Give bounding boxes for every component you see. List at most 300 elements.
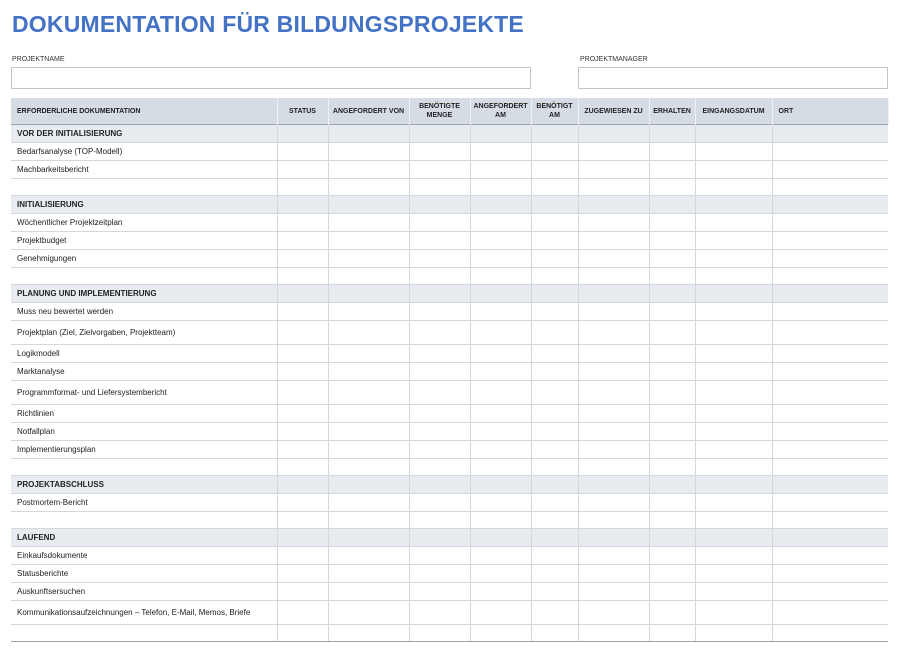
table-cell[interactable]: [772, 232, 888, 250]
table-cell[interactable]: [578, 583, 649, 601]
table-cell[interactable]: [772, 423, 888, 441]
table-cell[interactable]: [695, 268, 772, 285]
section-cell: [328, 476, 409, 494]
section-cell: [531, 285, 578, 303]
table-cell[interactable]: [649, 441, 695, 459]
table-cell[interactable]: [531, 601, 578, 625]
column-header: ANGEFORDERT VON: [328, 98, 409, 125]
table-cell[interactable]: [328, 345, 409, 363]
table-row: [11, 161, 888, 179]
table-cell[interactable]: [470, 161, 531, 179]
table-cell[interactable]: [328, 423, 409, 441]
documentation-table: [11, 98, 889, 642]
section-heading: LAUFEND: [11, 529, 277, 547]
table-cell[interactable]: [772, 565, 888, 583]
table-cell[interactable]: [409, 345, 470, 363]
table-cell[interactable]: [578, 214, 649, 232]
section-cell: [328, 125, 409, 143]
table-cell[interactable]: [470, 459, 531, 476]
column-header: ORT: [772, 98, 888, 125]
table-cell[interactable]: [531, 547, 578, 565]
table-cell[interactable]: [470, 547, 531, 565]
section-cell: [695, 476, 772, 494]
table-cell[interactable]: [277, 459, 328, 476]
section-cell: [649, 529, 695, 547]
document-name-cell[interactable]: Postmortem-Bericht: [11, 494, 277, 512]
table-cell[interactable]: [772, 547, 888, 565]
document-name-cell[interactable]: Genehmigungen: [11, 250, 277, 268]
table-cell[interactable]: [409, 143, 470, 161]
table-cell[interactable]: [649, 547, 695, 565]
table-cell[interactable]: [531, 345, 578, 363]
table-cell[interactable]: [470, 232, 531, 250]
table-cell[interactable]: [578, 143, 649, 161]
table-cell[interactable]: [409, 381, 470, 405]
table-cell[interactable]: [531, 250, 578, 268]
table-cell[interactable]: [578, 405, 649, 423]
table-cell[interactable]: [277, 625, 328, 642]
table-cell[interactable]: [277, 303, 328, 321]
table-cell[interactable]: [649, 459, 695, 476]
table-cell[interactable]: [328, 250, 409, 268]
section-cell: [409, 125, 470, 143]
table-cell[interactable]: [277, 583, 328, 601]
table-cell[interactable]: [649, 321, 695, 345]
table-cell[interactable]: [470, 303, 531, 321]
table-cell[interactable]: [328, 583, 409, 601]
section-cell: [578, 476, 649, 494]
table-cell[interactable]: [649, 345, 695, 363]
table-cell[interactable]: [772, 345, 888, 363]
table-cell[interactable]: [277, 214, 328, 232]
table-cell[interactable]: [470, 345, 531, 363]
table-cell[interactable]: [695, 423, 772, 441]
document-name-cell[interactable]: Einkaufsdokumente: [11, 547, 277, 565]
table-cell[interactable]: [531, 512, 578, 529]
document-name-cell[interactable]: Notfallplan: [11, 423, 277, 441]
table-cell[interactable]: [578, 232, 649, 250]
table-cell[interactable]: [328, 512, 409, 529]
table-cell[interactable]: [695, 601, 772, 625]
table-cell[interactable]: [649, 214, 695, 232]
section-cell: [409, 285, 470, 303]
section-header-row: [11, 529, 888, 547]
document-name-cell[interactable]: Muss neu bewertet werden: [11, 303, 277, 321]
document-name-cell[interactable]: Programmformat- und Liefersystembericht: [11, 381, 277, 405]
table-row: [11, 423, 888, 441]
table-cell[interactable]: [772, 179, 888, 196]
table-cell[interactable]: [695, 303, 772, 321]
section-cell: [328, 285, 409, 303]
table-cell[interactable]: [772, 405, 888, 423]
table-cell[interactable]: [772, 625, 888, 642]
table-cell[interactable]: [578, 179, 649, 196]
document-name-cell[interactable]: Statusberichte: [11, 565, 277, 583]
table-cell[interactable]: [277, 423, 328, 441]
table-cell[interactable]: [409, 321, 470, 345]
table-cell[interactable]: [578, 601, 649, 625]
table-cell[interactable]: [578, 494, 649, 512]
project-manager-field[interactable]: [578, 67, 888, 89]
table-cell[interactable]: [695, 321, 772, 345]
table-cell[interactable]: [277, 250, 328, 268]
table-cell[interactable]: [409, 583, 470, 601]
table-cell[interactable]: [328, 363, 409, 381]
table-cell[interactable]: [328, 179, 409, 196]
table-cell[interactable]: [772, 441, 888, 459]
table-cell[interactable]: [531, 459, 578, 476]
section-cell: [772, 285, 888, 303]
document-name-cell[interactable]: Projektplan (Ziel, Zielvorgaben, Projektteam): [11, 321, 277, 345]
project-name-label: PROJEKTNAME: [12, 56, 65, 63]
table-cell[interactable]: [328, 625, 409, 642]
table-cell[interactable]: [531, 381, 578, 405]
table-cell[interactable]: [772, 494, 888, 512]
table-cell[interactable]: [531, 405, 578, 423]
table-row: [11, 214, 888, 232]
table-cell[interactable]: [277, 161, 328, 179]
section-cell: [409, 476, 470, 494]
section-cell: [772, 125, 888, 143]
table-cell[interactable]: [470, 601, 531, 625]
table-row: [11, 565, 888, 583]
table-cell[interactable]: [328, 441, 409, 459]
section-cell: [470, 125, 531, 143]
table-cell[interactable]: [695, 345, 772, 363]
table-cell[interactable]: [649, 565, 695, 583]
section-cell: [772, 529, 888, 547]
table-cell[interactable]: [695, 625, 772, 642]
table-cell[interactable]: [695, 565, 772, 583]
table-cell[interactable]: [328, 268, 409, 285]
table-cell[interactable]: [277, 179, 328, 196]
table-row: [11, 268, 888, 285]
table-cell[interactable]: [772, 321, 888, 345]
table-cell[interactable]: [531, 363, 578, 381]
table-cell[interactable]: [470, 363, 531, 381]
table-cell[interactable]: [277, 232, 328, 250]
table-cell[interactable]: [531, 565, 578, 583]
table-row: [11, 601, 888, 625]
table-cell[interactable]: [328, 547, 409, 565]
table-cell[interactable]: [578, 268, 649, 285]
section-cell: [578, 196, 649, 214]
table-cell[interactable]: [649, 381, 695, 405]
table-cell[interactable]: [531, 583, 578, 601]
table-cell[interactable]: [409, 268, 470, 285]
table-cell[interactable]: [695, 547, 772, 565]
table-cell[interactable]: [328, 232, 409, 250]
table-cell[interactable]: [649, 161, 695, 179]
table-cell[interactable]: [772, 459, 888, 476]
table-cell[interactable]: [695, 214, 772, 232]
table-cell[interactable]: [578, 161, 649, 179]
table-cell[interactable]: [470, 494, 531, 512]
table-cell[interactable]: [531, 303, 578, 321]
section-cell: [578, 529, 649, 547]
table-header-row: [11, 98, 888, 125]
table-cell[interactable]: [409, 441, 470, 459]
table-cell[interactable]: [695, 161, 772, 179]
table-cell[interactable]: [409, 363, 470, 381]
table-cell[interactable]: [409, 161, 470, 179]
table-cell[interactable]: [695, 179, 772, 196]
table-cell[interactable]: [772, 214, 888, 232]
section-cell: [328, 529, 409, 547]
section-heading: PROJEKTABSCHLUSS: [11, 476, 277, 494]
table-cell[interactable]: [409, 423, 470, 441]
table-cell[interactable]: [772, 363, 888, 381]
section-cell: [277, 285, 328, 303]
table-cell[interactable]: [328, 214, 409, 232]
table-cell[interactable]: [578, 250, 649, 268]
section-cell: [470, 476, 531, 494]
table-cell[interactable]: [470, 423, 531, 441]
table-cell[interactable]: [328, 381, 409, 405]
section-cell: [470, 196, 531, 214]
table-cell[interactable]: [531, 214, 578, 232]
table-cell[interactable]: [470, 441, 531, 459]
table-cell[interactable]: [531, 321, 578, 345]
table-cell[interactable]: [531, 232, 578, 250]
table-cell[interactable]: [531, 441, 578, 459]
table-cell[interactable]: [531, 423, 578, 441]
table-cell[interactable]: [531, 179, 578, 196]
table-cell[interactable]: [772, 268, 888, 285]
table-cell[interactable]: [531, 143, 578, 161]
column-header: ERFORDERLICHE DOKUMENTATION: [11, 98, 277, 125]
project-manager-label: PROJEKTMANAGER: [580, 56, 648, 63]
section-cell: [531, 196, 578, 214]
table-cell[interactable]: [328, 143, 409, 161]
document-name-cell[interactable]: [11, 268, 277, 285]
table-cell[interactable]: [409, 512, 470, 529]
section-heading: INITIALISIERUNG: [11, 196, 277, 214]
table-cell[interactable]: [649, 423, 695, 441]
table-cell[interactable]: [409, 405, 470, 423]
table-cell[interactable]: [409, 625, 470, 642]
table-cell[interactable]: [695, 512, 772, 529]
table-cell[interactable]: [772, 161, 888, 179]
table-cell[interactable]: [649, 143, 695, 161]
section-cell: [695, 125, 772, 143]
table-cell[interactable]: [649, 601, 695, 625]
table-cell[interactable]: [695, 381, 772, 405]
table-cell[interactable]: [649, 268, 695, 285]
table-cell[interactable]: [277, 363, 328, 381]
table-cell[interactable]: [578, 321, 649, 345]
document-name-cell[interactable]: Marktanalyse: [11, 363, 277, 381]
table-cell[interactable]: [277, 405, 328, 423]
table-cell[interactable]: [277, 547, 328, 565]
section-cell: [578, 125, 649, 143]
table-cell[interactable]: [695, 232, 772, 250]
table-cell[interactable]: [578, 363, 649, 381]
table-cell[interactable]: [470, 143, 531, 161]
table-cell[interactable]: [328, 321, 409, 345]
table-cell[interactable]: [470, 268, 531, 285]
table-cell[interactable]: [578, 565, 649, 583]
table-cell[interactable]: [328, 405, 409, 423]
table-cell[interactable]: [531, 494, 578, 512]
document-name-cell[interactable]: [11, 179, 277, 196]
table-row: [11, 459, 888, 476]
section-cell: [277, 125, 328, 143]
table-cell[interactable]: [409, 303, 470, 321]
document-name-cell[interactable]: Wöchentlicher Projektzeitplan: [11, 214, 277, 232]
section-cell: [531, 476, 578, 494]
table-cell[interactable]: [277, 565, 328, 583]
table-cell[interactable]: [649, 494, 695, 512]
section-cell: [531, 529, 578, 547]
section-header-row: [11, 125, 888, 143]
table-cell[interactable]: [772, 250, 888, 268]
table-cell[interactable]: [470, 321, 531, 345]
table-row: [11, 494, 888, 512]
section-cell: [531, 125, 578, 143]
table-cell[interactable]: [277, 441, 328, 459]
table-cell[interactable]: [531, 161, 578, 179]
table-cell[interactable]: [649, 583, 695, 601]
table-cell[interactable]: [277, 268, 328, 285]
section-cell: [409, 196, 470, 214]
column-header: STATUS: [277, 98, 328, 125]
section-cell: [772, 476, 888, 494]
table-cell[interactable]: [409, 232, 470, 250]
section-cell: [695, 285, 772, 303]
table-cell[interactable]: [277, 494, 328, 512]
table-cell[interactable]: [470, 512, 531, 529]
table-cell[interactable]: [531, 268, 578, 285]
document-name-cell[interactable]: Logikmodell: [11, 345, 277, 363]
table-cell[interactable]: [328, 494, 409, 512]
table-cell[interactable]: [470, 381, 531, 405]
table-cell[interactable]: [649, 405, 695, 423]
table-cell[interactable]: [470, 405, 531, 423]
table-cell[interactable]: [409, 214, 470, 232]
table-row: [11, 405, 888, 423]
table-cell[interactable]: [470, 583, 531, 601]
table-cell[interactable]: [649, 250, 695, 268]
table-cell[interactable]: [695, 405, 772, 423]
table-cell[interactable]: [328, 459, 409, 476]
document-name-cell[interactable]: Kommunikationsaufzeichnungen – Telefon, E-Mail, Memos, Briefe: [11, 601, 277, 625]
document-name-cell[interactable]: Richtlinien: [11, 405, 277, 423]
section-heading: VOR DER INITIALISIERUNG: [11, 125, 277, 143]
section-cell: [649, 125, 695, 143]
table-cell[interactable]: [470, 250, 531, 268]
table-cell[interactable]: [578, 441, 649, 459]
table-cell[interactable]: [649, 363, 695, 381]
table-cell[interactable]: [277, 321, 328, 345]
table-cell[interactable]: [409, 179, 470, 196]
table-cell[interactable]: [277, 143, 328, 161]
project-name-field[interactable]: [11, 67, 531, 89]
document-name-cell[interactable]: [11, 459, 277, 476]
table-cell[interactable]: [649, 303, 695, 321]
table-cell[interactable]: [409, 547, 470, 565]
section-cell: [328, 196, 409, 214]
table-cell[interactable]: [695, 250, 772, 268]
table-cell[interactable]: [409, 601, 470, 625]
section-cell: [772, 196, 888, 214]
table-cell[interactable]: [772, 512, 888, 529]
table-cell[interactable]: [277, 601, 328, 625]
document-name-cell[interactable]: Bedarfsanalyse (TOP-Modell): [11, 143, 277, 161]
table-cell[interactable]: [277, 512, 328, 529]
table-cell[interactable]: [649, 179, 695, 196]
table-cell[interactable]: [578, 459, 649, 476]
document-name-cell[interactable]: Projektbudget: [11, 232, 277, 250]
document-name-cell[interactable]: [11, 512, 277, 529]
table-cell[interactable]: [409, 494, 470, 512]
table-cell[interactable]: [578, 345, 649, 363]
table-cell[interactable]: [695, 459, 772, 476]
table-cell[interactable]: [578, 423, 649, 441]
table-cell[interactable]: [470, 179, 531, 196]
table-cell[interactable]: [772, 583, 888, 601]
table-cell[interactable]: [578, 547, 649, 565]
table-cell[interactable]: [328, 601, 409, 625]
section-cell: [277, 529, 328, 547]
table-cell[interactable]: [531, 625, 578, 642]
table-cell[interactable]: [409, 459, 470, 476]
table-cell[interactable]: [772, 381, 888, 405]
table-cell[interactable]: [470, 214, 531, 232]
table-row: [11, 143, 888, 161]
table-body: [11, 125, 888, 642]
table-cell[interactable]: [695, 441, 772, 459]
table-cell[interactable]: [578, 303, 649, 321]
document-name-cell[interactable]: Machbarkeitsbericht: [11, 161, 277, 179]
table-cell[interactable]: [772, 303, 888, 321]
document-name-cell[interactable]: Auskunftsersuchen: [11, 583, 277, 601]
document-name-cell[interactable]: [11, 625, 277, 642]
column-header: BENÖTIGTE MENGE: [409, 98, 470, 125]
table-cell[interactable]: [578, 625, 649, 642]
document-name-cell[interactable]: Implementierungsplan: [11, 441, 277, 459]
table-cell[interactable]: [578, 512, 649, 529]
table-cell[interactable]: [695, 363, 772, 381]
table-cell[interactable]: [695, 494, 772, 512]
section-header-row: [11, 196, 888, 214]
table-cell[interactable]: [695, 143, 772, 161]
table-cell[interactable]: [649, 512, 695, 529]
table-row: [11, 179, 888, 196]
page-title: DOKUMENTATION FÜR BILDUNGSPROJEKTE: [12, 11, 524, 37]
table-cell[interactable]: [772, 143, 888, 161]
section-cell: [578, 285, 649, 303]
section-cell: [649, 196, 695, 214]
table-cell[interactable]: [328, 161, 409, 179]
table-cell[interactable]: [695, 583, 772, 601]
table-cell[interactable]: [470, 625, 531, 642]
table-cell[interactable]: [277, 345, 328, 363]
table-cell[interactable]: [578, 381, 649, 405]
table-cell[interactable]: [409, 250, 470, 268]
table-cell[interactable]: [277, 381, 328, 405]
table-cell[interactable]: [772, 601, 888, 625]
section-cell: [409, 529, 470, 547]
table-row: [11, 303, 888, 321]
table-cell[interactable]: [649, 625, 695, 642]
table-cell[interactable]: [328, 565, 409, 583]
table-cell[interactable]: [649, 232, 695, 250]
table-cell[interactable]: [470, 565, 531, 583]
table-cell[interactable]: [409, 565, 470, 583]
table-cell[interactable]: [328, 303, 409, 321]
section-cell: [470, 529, 531, 547]
